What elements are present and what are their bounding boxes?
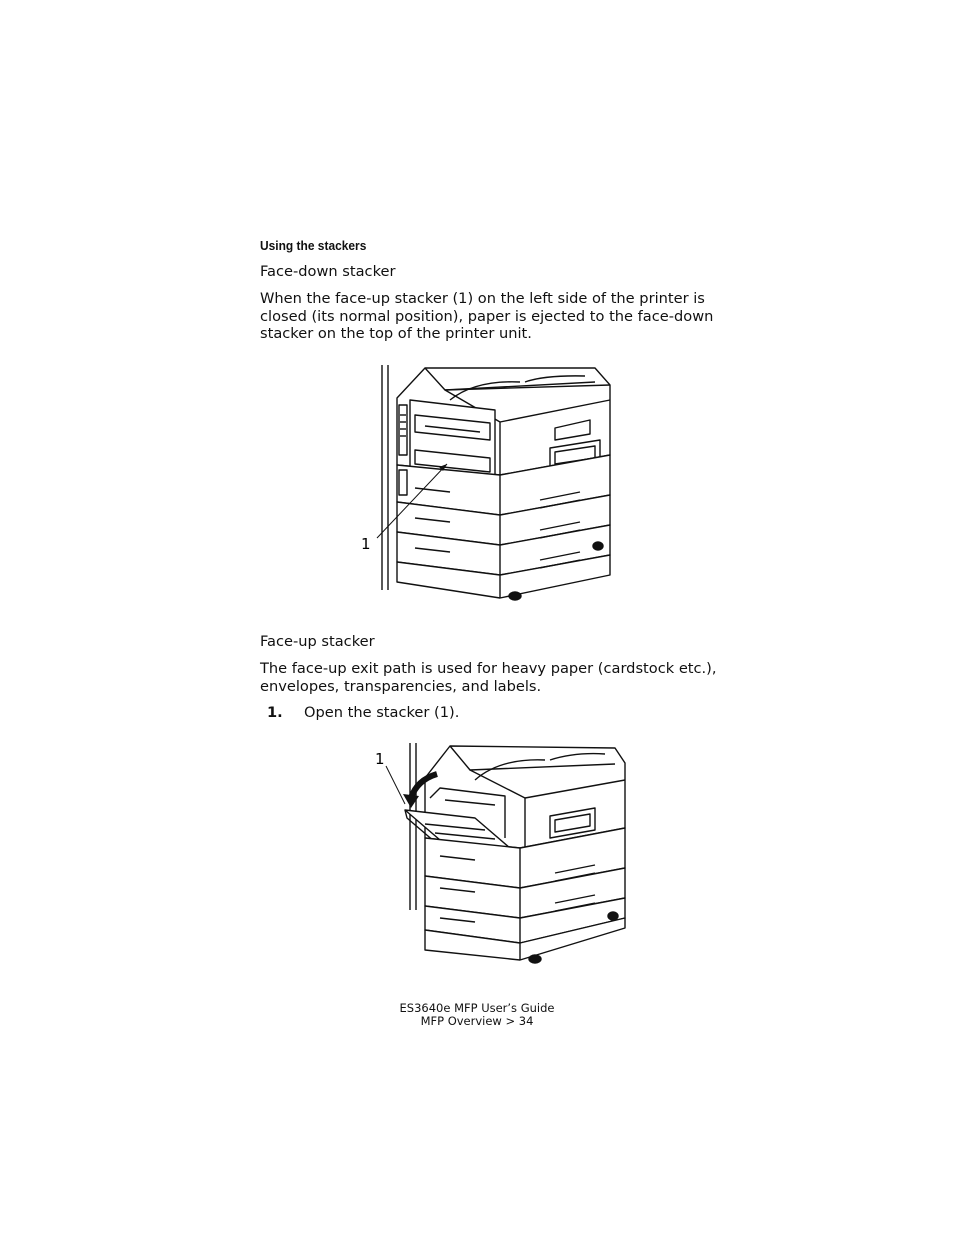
footer-page-number: MFP Overview > 34 <box>420 1014 534 1028</box>
face-up-printer-illustration <box>365 738 630 968</box>
face-down-subheading: Face-down stacker <box>260 263 396 280</box>
section-heading: Using the stackers <box>260 238 367 253</box>
face-up-subheading: Face-up stacker <box>260 633 375 650</box>
face-up-paragraph: The face-up exit path is used for heavy paper (cardstock etc.), envelopes, transparencies, and labels. <box>260 660 717 695</box>
step-number: 1. <box>267 704 283 721</box>
face-up-callout-label: 1 <box>375 750 385 768</box>
face-down-callout-label: 1 <box>361 535 371 553</box>
face-down-paragraph: When the face-up stacker (1) on the left side of the printer is closed (its normal position), paper is ejected to the face-down stacker on the top of the printer unit. <box>260 290 714 342</box>
footer-guide-title: ES3640e MFP User’s Guide <box>399 1001 555 1015</box>
face-down-printer-illustration <box>355 360 620 605</box>
step-text: Open the stacker (1). <box>304 704 460 721</box>
